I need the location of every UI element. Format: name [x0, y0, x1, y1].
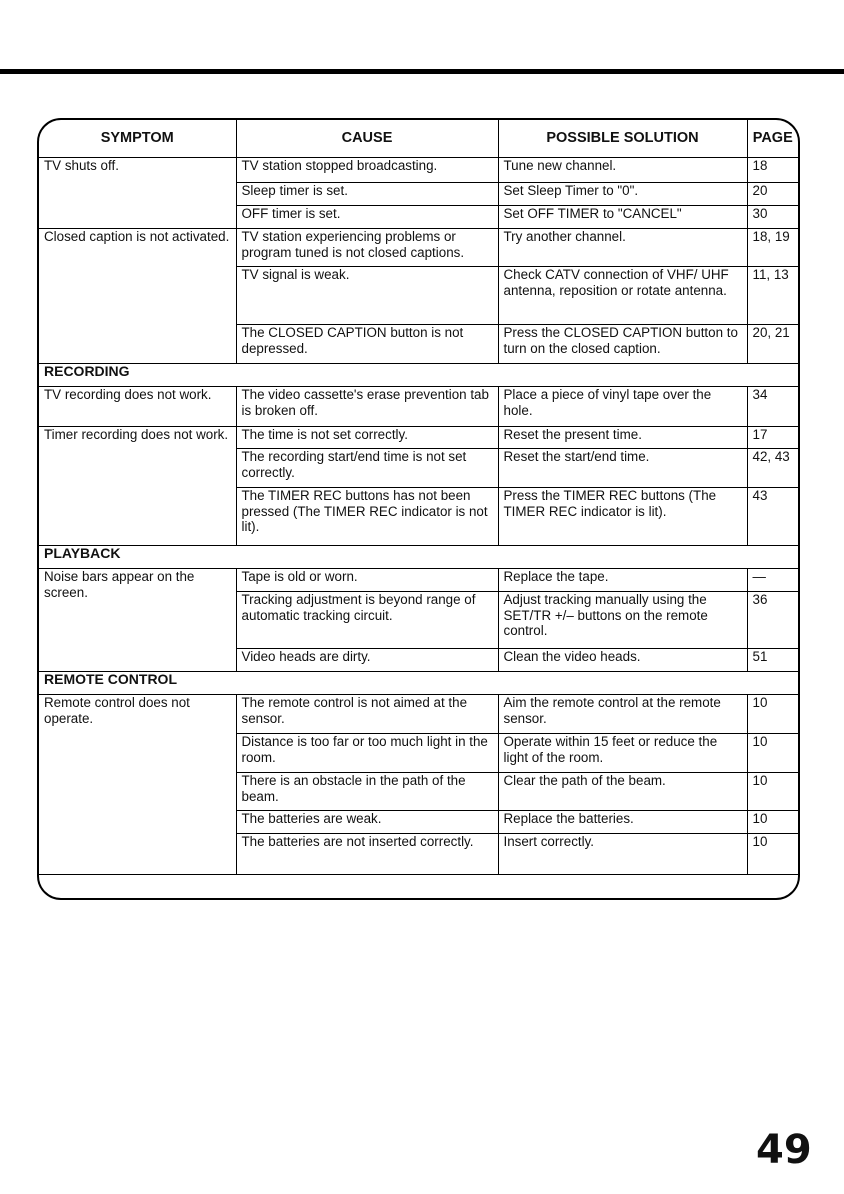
cause-cell: The video cassette's erase prevention tab is broken off. [236, 387, 498, 427]
solution-cell: Aim the remote control at the remote sensor. [498, 695, 747, 734]
solution-cell: Check CATV connection of VHF/ UHF antenna, reposition or rotate antenna. [498, 267, 747, 325]
solution-cell: Insert correctly. [498, 834, 747, 875]
solution-cell: Reset the present time. [498, 427, 747, 449]
header-solution: POSSIBLE SOLUTION [498, 120, 747, 158]
section-row [39, 672, 798, 695]
page-number: 49 [756, 1127, 812, 1173]
header-symptom: SYMPTOM [39, 120, 236, 158]
cause-cell: TV station stopped broadcasting. [236, 158, 498, 183]
page-cell: 10 [747, 734, 798, 773]
cause-cell: Sleep timer is set. [236, 183, 498, 206]
solution-cell: Tune new channel. [498, 158, 747, 183]
solution-cell: Clean the video heads. [498, 649, 747, 672]
header-page: PAGE [747, 120, 798, 158]
cause-cell: Distance is too far or too much light in the room. [236, 734, 498, 773]
page-cell: 10 [747, 773, 798, 811]
cause-cell: TV station experiencing problems or program tuned is not closed captions. [236, 229, 498, 267]
page-cell: 11, 13 [747, 267, 798, 325]
page-cell: — [747, 569, 798, 592]
section-row [39, 546, 798, 569]
top-rule [0, 69, 844, 74]
solution-cell: Clear the path of the beam. [498, 773, 747, 811]
table-row [39, 569, 798, 592]
symptom-cell: Noise bars appear on the screen. [39, 569, 236, 672]
table-row [39, 695, 798, 734]
cause-cell: The time is not set correctly. [236, 427, 498, 449]
page-cell: 43 [747, 488, 798, 546]
cause-cell: There is an obstacle in the path of the beam. [236, 773, 498, 811]
cause-cell: The batteries are weak. [236, 811, 498, 834]
table-row [39, 387, 798, 427]
table-row [39, 158, 798, 183]
solution-cell: Place a piece of vinyl tape over the hole. [498, 387, 747, 427]
cause-cell: The remote control is not aimed at the sensor. [236, 695, 498, 734]
symptom-cell: TV recording does not work. [39, 387, 236, 427]
page-cell: 18 [747, 158, 798, 183]
cause-cell: Video heads are dirty. [236, 649, 498, 672]
cause-cell: The CLOSED CAPTION button is not depressed. [236, 325, 498, 364]
symptom-cell: Remote control does not operate. [39, 695, 236, 875]
section-heading-playback: PLAYBACK [39, 546, 798, 569]
table-row [39, 427, 798, 449]
solution-cell: Set OFF TIMER to "CANCEL" [498, 206, 747, 229]
page-cell: 51 [747, 649, 798, 672]
page-cell: 10 [747, 695, 798, 734]
page-cell: 20 [747, 183, 798, 206]
symptom-cell: TV shuts off. [39, 158, 236, 229]
solution-cell: Replace the batteries. [498, 811, 747, 834]
cause-cell: The TIMER REC buttons has not been pressed (The TIMER REC indicator is not lit). [236, 488, 498, 546]
symptom-cell: Timer recording does not work. [39, 427, 236, 546]
troubleshooting-table-frame [37, 118, 800, 900]
solution-cell: Operate within 15 feet or reduce the light of the room. [498, 734, 747, 773]
page-cell: 18, 19 [747, 229, 798, 267]
cause-cell: The batteries are not inserted correctly. [236, 834, 498, 875]
header-row [39, 120, 798, 158]
solution-cell: Press the TIMER REC buttons (The TIMER REC indicator is lit). [498, 488, 747, 546]
table-row [39, 229, 798, 267]
page-cell: 20, 21 [747, 325, 798, 364]
solution-cell: Adjust tracking manually using the SET/TR +/– buttons on the remote control. [498, 592, 747, 649]
solution-cell: Replace the tape. [498, 569, 747, 592]
solution-cell: Reset the start/end time. [498, 449, 747, 488]
cause-cell: OFF timer is set. [236, 206, 498, 229]
page-cell: 34 [747, 387, 798, 427]
page-cell: 17 [747, 427, 798, 449]
solution-cell: Try another channel. [498, 229, 747, 267]
solution-cell: Set Sleep Timer to "0". [498, 183, 747, 206]
section-heading-remote-control: REMOTE CONTROL [39, 672, 798, 695]
solution-cell: Press the CLOSED CAPTION button to turn on the closed caption. [498, 325, 747, 364]
page-cell: 36 [747, 592, 798, 649]
cause-cell: Tape is old or worn. [236, 569, 498, 592]
section-heading-recording: RECORDING [39, 364, 798, 387]
cause-cell: Tracking adjustment is beyond range of automatic tracking circuit. [236, 592, 498, 649]
page-cell: 10 [747, 811, 798, 834]
page-cell: 30 [747, 206, 798, 229]
header-cause: CAUSE [236, 120, 498, 158]
cause-cell: TV signal is weak. [236, 267, 498, 325]
symptom-cell: Closed caption is not activated. [39, 229, 236, 364]
troubleshooting-table [39, 120, 798, 875]
page-cell: 10 [747, 834, 798, 875]
cause-cell: The recording start/end time is not set correctly. [236, 449, 498, 488]
page-cell: 42, 43 [747, 449, 798, 488]
section-row [39, 364, 798, 387]
